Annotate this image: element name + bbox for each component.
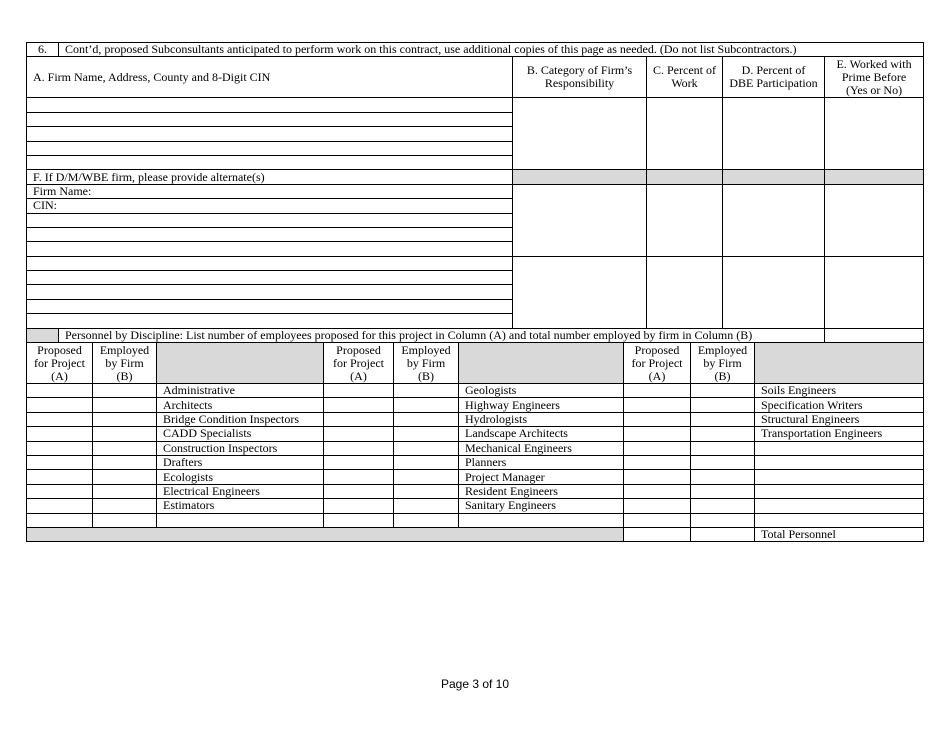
total-personnel-label: Total Personnel <box>755 527 924 541</box>
column-header-d: D. Percent of DBE Participation <box>723 57 825 98</box>
personnel-header-row <box>27 343 924 384</box>
proposed-count-cell[interactable] <box>624 484 691 498</box>
employed-count-cell[interactable] <box>93 427 157 441</box>
discipline-label <box>755 470 924 484</box>
alt2-category-cell[interactable] <box>513 256 647 328</box>
firm-line[interactable] <box>27 227 513 241</box>
employed-count-cell[interactable] <box>93 484 157 498</box>
subconsultant-form <box>26 42 923 542</box>
discipline-label: Ecologists <box>157 470 324 484</box>
employed-count-cell[interactable] <box>394 441 459 455</box>
firm-line[interactable] <box>27 127 513 141</box>
proposed-count-cell[interactable] <box>324 484 394 498</box>
discipline-label <box>755 441 924 455</box>
column-header-e: E. Worked with Prime Before (Yes or No) <box>825 57 924 98</box>
discipline-row <box>27 441 924 455</box>
firm-line[interactable] <box>27 141 513 155</box>
alt2-worked-before-cell[interactable] <box>825 256 924 328</box>
discipline-label: Estimators <box>157 499 324 513</box>
employed-count-cell[interactable] <box>691 499 755 513</box>
alt1-worked-before-cell[interactable] <box>825 184 924 256</box>
firm-line[interactable] <box>27 155 513 169</box>
proposed-count-cell[interactable] <box>324 513 394 527</box>
discipline-label <box>755 499 924 513</box>
discipline-label: Bridge Condition Inspectors <box>157 412 324 426</box>
alt2-percent-work-cell[interactable] <box>647 256 723 328</box>
proposed-count-cell[interactable] <box>624 412 691 426</box>
employed-count-cell[interactable] <box>93 412 157 426</box>
proposed-count-cell[interactable] <box>624 441 691 455</box>
employed-count-cell[interactable] <box>93 398 157 412</box>
firm-line[interactable] <box>27 285 513 299</box>
discipline-label: Transportation Engineers <box>755 427 924 441</box>
discipline-label: Administrative <box>157 384 324 398</box>
discipline-label: Project Manager <box>459 470 624 484</box>
alternate-label: F. If D/M/WBE firm, please provide alternate(s) <box>27 170 513 184</box>
employed-count-cell[interactable] <box>394 470 459 484</box>
discipline-label <box>755 484 924 498</box>
proposed-count-cell[interactable] <box>27 384 93 398</box>
shaded-cell <box>27 527 624 541</box>
discipline-label: Planners <box>459 455 624 469</box>
employed-count-cell[interactable] <box>691 455 755 469</box>
proposed-count-cell[interactable] <box>324 499 394 513</box>
alternate-row <box>27 170 924 184</box>
shaded-cell <box>723 170 825 184</box>
discipline-label: CADD Specialists <box>157 427 324 441</box>
employed-count-cell[interactable] <box>93 513 157 527</box>
proposed-count-cell[interactable] <box>324 455 394 469</box>
proposed-count-cell[interactable] <box>624 384 691 398</box>
shaded-cell <box>459 343 624 384</box>
percent-work-cell[interactable] <box>647 98 723 170</box>
proposed-header: Proposed for Project (A) <box>324 343 394 384</box>
proposed-count-cell[interactable] <box>624 499 691 513</box>
total-employed-cell[interactable] <box>691 527 755 541</box>
personnel-intro: Personnel by Discipline: List number of employees proposed for this project in Column (A) and total number employed by firm in Column (B) <box>59 328 825 342</box>
alt2-percent-dbe-cell[interactable] <box>723 256 825 328</box>
employed-count-cell[interactable] <box>691 412 755 426</box>
percent-dbe-cell[interactable] <box>723 98 825 170</box>
firm-line[interactable] <box>27 271 513 285</box>
proposed-count-cell[interactable] <box>27 427 93 441</box>
firm-line[interactable] <box>27 256 513 270</box>
discipline-label: Soils Engineers <box>755 384 924 398</box>
discipline-row <box>27 412 924 426</box>
employed-count-cell[interactable] <box>394 455 459 469</box>
discipline-row <box>27 455 924 469</box>
column-header-b: B. Category of Firm’s Responsibility <box>513 57 647 98</box>
proposed-count-cell[interactable] <box>27 513 93 527</box>
worked-before-cell[interactable] <box>825 98 924 170</box>
proposed-count-cell[interactable] <box>324 470 394 484</box>
discipline-label <box>157 513 324 527</box>
discipline-row <box>27 398 924 412</box>
employed-header: Employed by Firm (B) <box>93 343 157 384</box>
discipline-label: Architects <box>157 398 324 412</box>
employed-header: Employed by Firm (B) <box>394 343 459 384</box>
column-header-a: A. Firm Name, Address, County and 8-Digit CIN <box>27 57 513 98</box>
proposed-count-cell[interactable] <box>27 499 93 513</box>
firm-line[interactable] <box>27 242 513 256</box>
column-header-row <box>27 57 924 98</box>
firm-line[interactable] <box>27 299 513 313</box>
proposed-count-cell[interactable] <box>324 412 394 426</box>
shaded-cell <box>825 170 924 184</box>
discipline-label: Geologists <box>459 384 624 398</box>
employed-count-cell[interactable] <box>691 384 755 398</box>
discipline-label: Resident Engineers <box>459 484 624 498</box>
employed-count-cell[interactable] <box>691 398 755 412</box>
discipline-label <box>459 513 624 527</box>
discipline-label: Highway Engineers <box>459 398 624 412</box>
proposed-count-cell[interactable] <box>27 398 93 412</box>
employed-count-cell[interactable] <box>394 499 459 513</box>
proposed-count-cell[interactable] <box>624 513 691 527</box>
personnel-intro-row <box>27 328 924 342</box>
proposed-count-cell[interactable] <box>324 384 394 398</box>
discipline-row <box>27 384 924 398</box>
discipline-label: Landscape Architects <box>459 427 624 441</box>
alt1-percent-work-cell[interactable] <box>647 184 723 256</box>
proposed-count-cell[interactable] <box>624 427 691 441</box>
proposed-count-cell[interactable] <box>324 441 394 455</box>
firm-line[interactable] <box>27 112 513 126</box>
discipline-row <box>27 484 924 498</box>
subconsultant-table <box>26 42 924 343</box>
section-title: Cont’d, proposed Subconsultants anticipated to perform work on this contract, use additional copies of this page as needed. (Do not list Subcontractors.) <box>59 43 924 57</box>
employed-header: Employed by Firm (B) <box>691 343 755 384</box>
proposed-count-cell[interactable] <box>27 412 93 426</box>
firm-line[interactable] <box>27 314 513 328</box>
total-row <box>27 527 924 541</box>
employed-count-cell[interactable] <box>93 499 157 513</box>
employed-count-cell[interactable] <box>394 384 459 398</box>
discipline-row <box>27 513 924 527</box>
employed-count-cell[interactable] <box>394 427 459 441</box>
discipline-label <box>755 513 924 527</box>
firm-line[interactable] <box>27 98 513 112</box>
discipline-row <box>27 470 924 484</box>
alternate-firm-name-label[interactable]: Firm Name: <box>27 184 513 198</box>
proposed-count-cell[interactable] <box>624 398 691 412</box>
employed-count-cell[interactable] <box>93 455 157 469</box>
employed-count-cell[interactable] <box>691 484 755 498</box>
discipline-label: Structural Engineers <box>755 412 924 426</box>
employed-count-cell[interactable] <box>394 484 459 498</box>
discipline-label: Electrical Engineers <box>157 484 324 498</box>
discipline-label <box>755 455 924 469</box>
proposed-count-cell[interactable] <box>324 398 394 412</box>
discipline-row <box>27 499 924 513</box>
employed-count-cell[interactable] <box>394 398 459 412</box>
proposed-count-cell[interactable] <box>624 470 691 484</box>
blank-cell <box>825 328 924 342</box>
alternate-cin-label[interactable]: CIN: <box>27 199 513 213</box>
category-cell[interactable] <box>513 98 647 170</box>
employed-count-cell[interactable] <box>394 412 459 426</box>
discipline-label: Sanitary Engineers <box>459 499 624 513</box>
employed-count-cell[interactable] <box>691 513 755 527</box>
proposed-count-cell[interactable] <box>324 427 394 441</box>
alt1-category-cell[interactable] <box>513 184 647 256</box>
alt1-percent-dbe-cell[interactable] <box>723 184 825 256</box>
firm-line[interactable] <box>27 213 513 227</box>
proposed-count-cell[interactable] <box>27 470 93 484</box>
proposed-header: Proposed for Project (A) <box>624 343 691 384</box>
discipline-label: Construction Inspectors <box>157 441 324 455</box>
shaded-cell <box>755 343 924 384</box>
column-header-c: C. Percent of Work <box>647 57 723 98</box>
proposed-count-cell[interactable] <box>27 455 93 469</box>
discipline-label: Hydrologists <box>459 412 624 426</box>
shaded-cell <box>647 170 723 184</box>
section-number: 6. <box>27 43 59 57</box>
proposed-header: Proposed for Project (A) <box>27 343 93 384</box>
personnel-table <box>26 343 924 542</box>
employed-count-cell[interactable] <box>691 427 755 441</box>
proposed-count-cell[interactable] <box>27 484 93 498</box>
shaded-cell <box>27 328 59 342</box>
total-proposed-cell[interactable] <box>624 527 691 541</box>
firm-row-1 <box>27 98 924 112</box>
proposed-count-cell[interactable] <box>624 455 691 469</box>
employed-count-cell[interactable] <box>93 470 157 484</box>
page-number: Page 3 of 10 <box>440 677 510 691</box>
shaded-cell <box>157 343 324 384</box>
employed-count-cell[interactable] <box>93 441 157 455</box>
discipline-label: Drafters <box>157 455 324 469</box>
discipline-label: Mechanical Engineers <box>459 441 624 455</box>
proposed-count-cell[interactable] <box>27 441 93 455</box>
employed-count-cell[interactable] <box>691 470 755 484</box>
shaded-cell <box>513 170 647 184</box>
employed-count-cell[interactable] <box>394 513 459 527</box>
discipline-row <box>27 427 924 441</box>
employed-count-cell[interactable] <box>691 441 755 455</box>
discipline-label: Specification Writers <box>755 398 924 412</box>
employed-count-cell[interactable] <box>93 384 157 398</box>
